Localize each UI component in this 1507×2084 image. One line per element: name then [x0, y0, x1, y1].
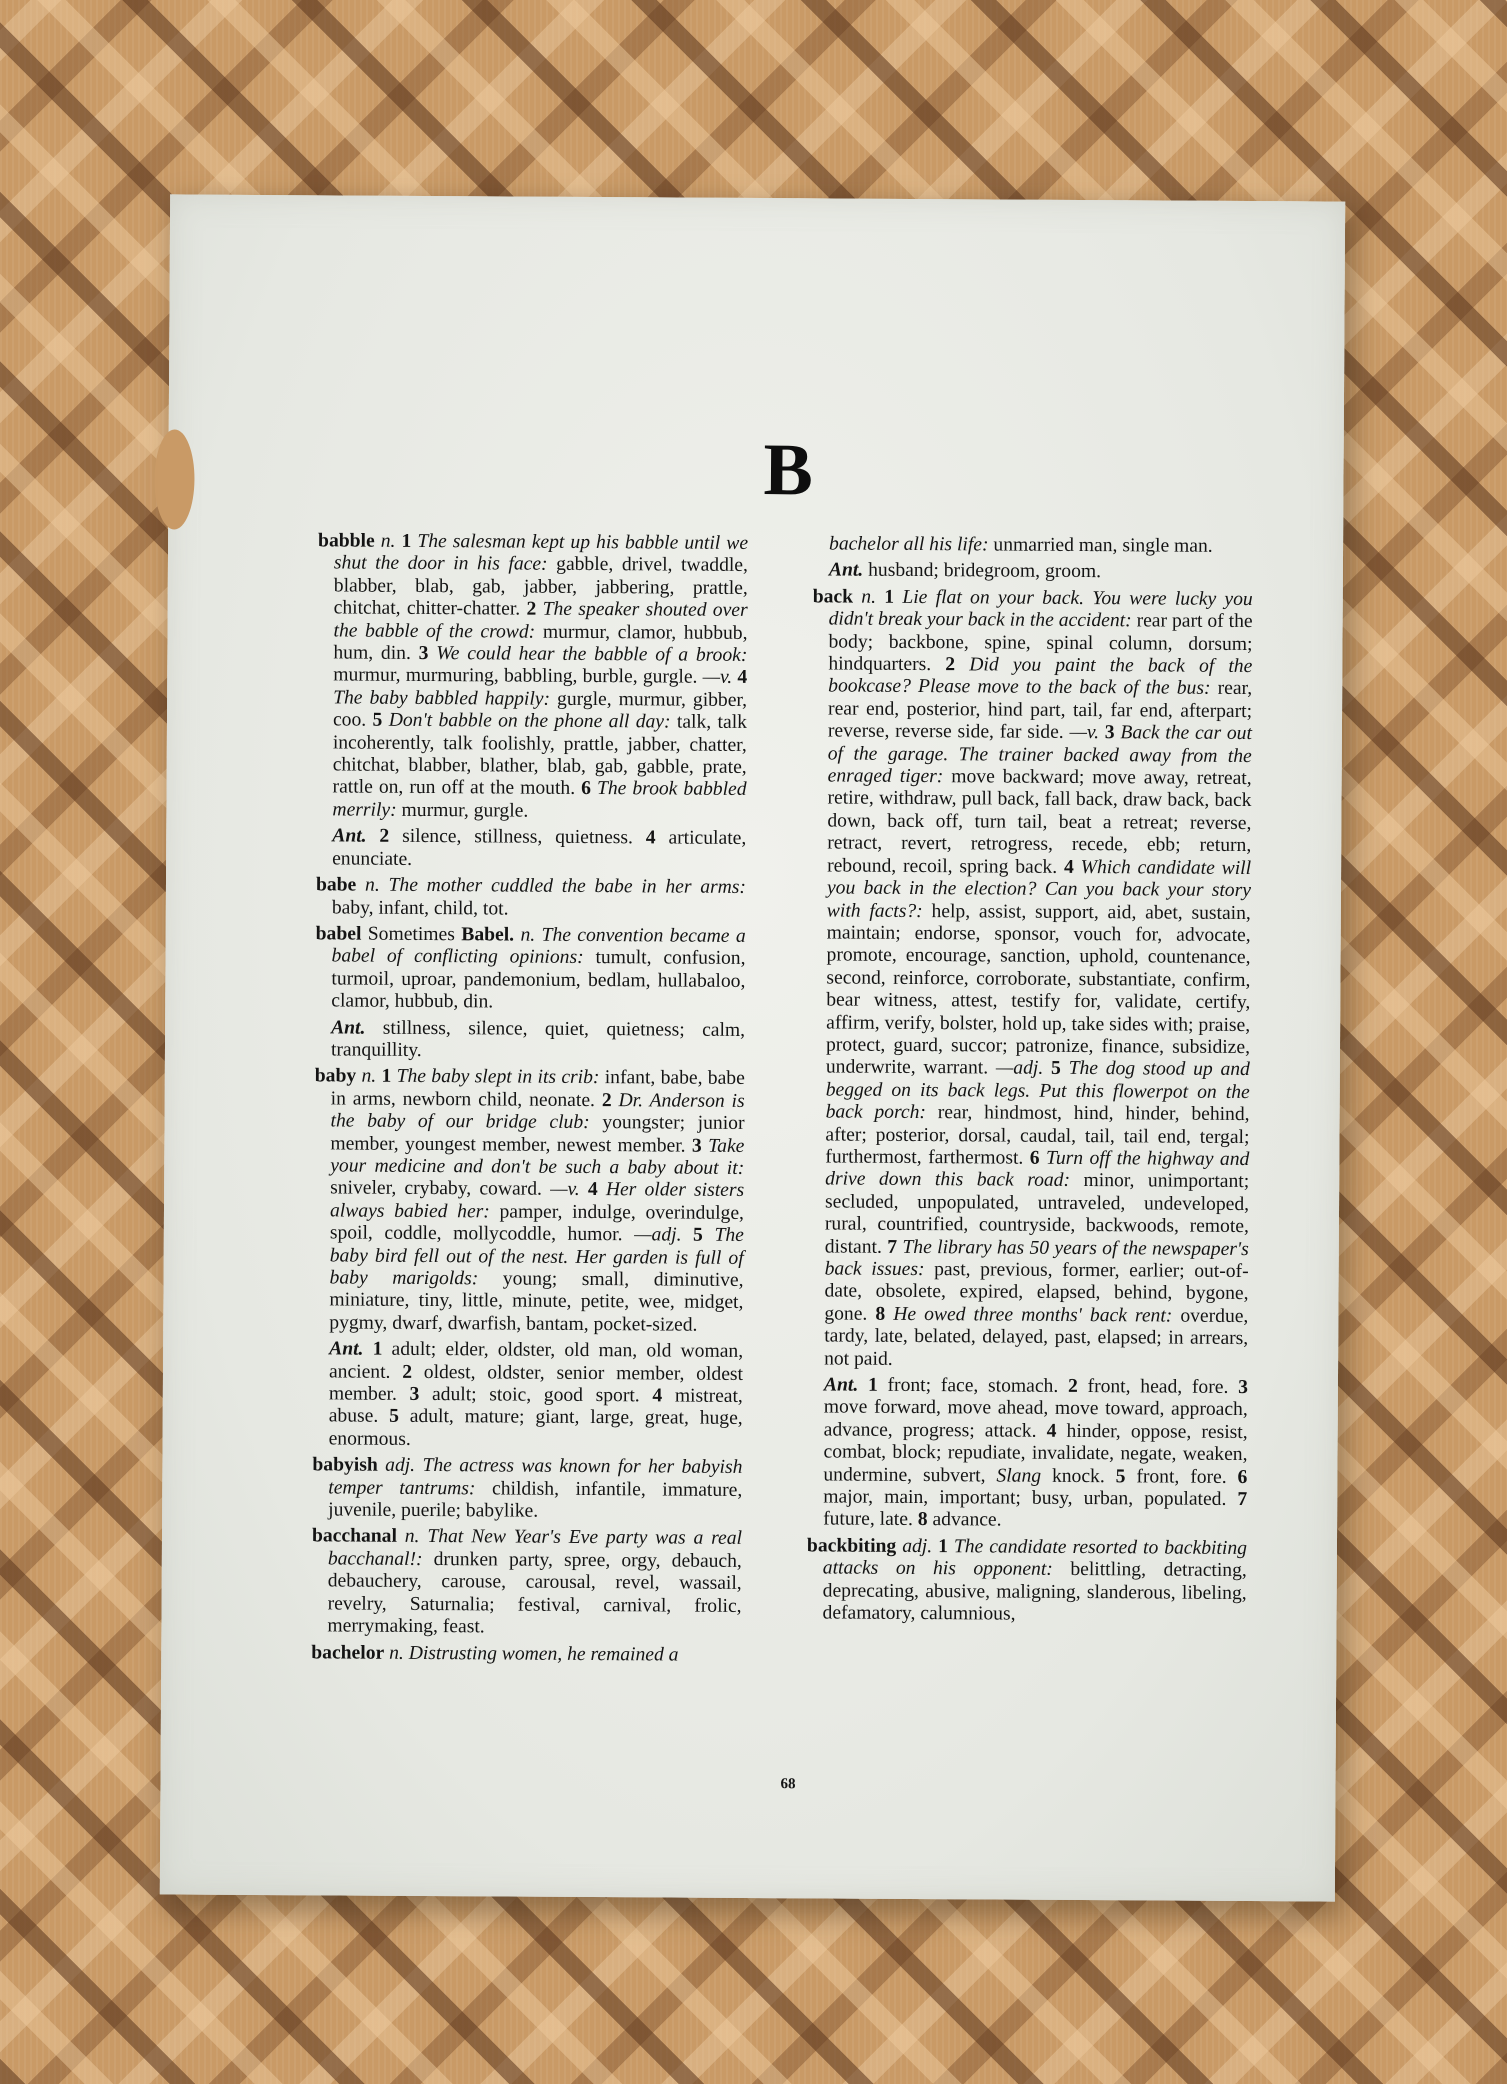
sense-number: 6 — [581, 778, 598, 800]
antonym-label: Ant. — [331, 1016, 366, 1039]
synonyms-text: rear, rear end, posterior, hind part, tail, far end, afterpart; reverse, reverse side, far side. — [827, 678, 1253, 744]
page-number: 68 — [780, 1776, 796, 1793]
example-sentence: The library has 50 years of the newspaper's back issues: — [824, 1236, 1249, 1281]
example-sentence: —v. — [1069, 722, 1100, 744]
synonyms-text — [380, 875, 389, 896]
synonyms-text: hinder, oppose, resist, combat, block; repudiate, invalidate, negate, weaken, undermine, subvert, — [823, 1420, 1248, 1487]
example-sentence: —adj. — [634, 1224, 682, 1246]
antonym-label: Ant. — [828, 559, 864, 582]
synonyms-text: advance. — [927, 1509, 1002, 1531]
dictionary-entry — [311, 1642, 741, 1667]
synonyms-text: mistreat, abuse. — [328, 1385, 743, 1428]
example-sentence: —v. — [550, 1179, 580, 1201]
part-of-speech: adj. — [385, 1455, 416, 1477]
part-of-speech: n. — [389, 1642, 404, 1664]
synonyms-text: move forward, move ahead, move toward, approach, advance, progress; attack. — [823, 1396, 1248, 1442]
dictionary-entry — [316, 530, 748, 824]
synonyms-text: drunken party, spree, orgy, debauch, debauchery, carouse, carousal, revel, wassail, revelry, Saturnalia; festival, carnival, frolic, merrymaking, feast. — [327, 1548, 742, 1638]
sense-number: 4 — [645, 827, 656, 849]
dictionary-entry — [316, 874, 746, 921]
synonyms-text: Sometimes — [367, 923, 462, 946]
dictionary-entry — [311, 1526, 742, 1641]
example-sentence: The mother cuddled the babe in her arms: — [388, 874, 747, 899]
synonyms-text: gurgle, murmur, gibber, coo. — [332, 688, 748, 731]
example-sentence: The brook babbled merrily: — [332, 778, 747, 821]
synonyms-text: future, late. — [823, 1508, 918, 1531]
synonyms-text: past, previous, former, earlier; out-of-date, obsolete, expired, elapsed, behind, bygone, gone. — [824, 1259, 1249, 1325]
torn-edge — [154, 429, 195, 529]
example-sentence: Dr. Anderson is the baby of our bridge club: — [330, 1089, 745, 1134]
example-sentence: That New Year's Eve party was a real bacchanal!: — [327, 1526, 743, 1570]
sense-number: 4 — [579, 1179, 606, 1201]
part-of-speech: adj. — [902, 1535, 933, 1557]
synonyms-text: tumult, confusion, turmoil, uproar, pandemonium, bedlam, hullabaloo, clamor, hubbub, din. — [331, 947, 746, 1013]
synonyms-text: overdue, tardy, late, belated, delayed, past, elapsed; in arrears, not paid. — [824, 1305, 1249, 1370]
dictionary-entry — [806, 1535, 1247, 1627]
sense-number: 3 — [691, 1135, 709, 1157]
left-column — [311, 530, 748, 1671]
antonym-label: Ant. — [329, 1338, 364, 1360]
synonyms-text: silence, stillness, quietness. — [389, 826, 646, 849]
sense-number: 7 — [1237, 1489, 1248, 1511]
synonyms-text: stillness, silence, quiet, quietness; calm, tranquillity. — [330, 1017, 746, 1061]
example-sentence: —adj. — [995, 1057, 1044, 1080]
sense-number: 4 — [1046, 1420, 1057, 1442]
sense-number: 2 — [526, 598, 543, 620]
sense-number: 2 — [945, 654, 970, 676]
headword: babble — [318, 530, 375, 552]
sense-number: 2 — [402, 1361, 413, 1383]
headword: babyish — [312, 1454, 378, 1476]
synonyms-text: move backward; move away, retreat, retire, withdraw, pull back, fall back, draw back, back down, back off, turn tail, beat a retreat; reverse, retract, revert, retrogress, recede, ebb; return, rebound, recoil, spring back. — [827, 766, 1252, 878]
sense-number: 1 — [395, 530, 418, 552]
sense-number: 2 — [379, 825, 390, 848]
antonym-label: Ant. — [823, 1374, 859, 1396]
synonyms-text: baby, infant, child, tot. — [331, 896, 509, 920]
sense-number: 4 — [652, 1385, 663, 1407]
example-sentence: The dog stood up and begged on its back legs. Put this flowerpot on the back porch: — [825, 1058, 1250, 1124]
synonyms-text: murmur, clamor, hubbub, hum, din. — [333, 621, 748, 664]
antonym-label: Ant. — [332, 825, 367, 847]
antonym-block — [315, 1017, 745, 1064]
dictionary-entry — [315, 923, 746, 1015]
headword: babe — [315, 874, 357, 896]
example-sentence: bachelor all his life: — [829, 533, 989, 556]
synonyms-text: front; face, stomach. — [877, 1374, 1069, 1397]
headword: babel — [315, 923, 362, 945]
dictionary-entry — [813, 533, 1253, 558]
synonyms-text: talk, talk incoherently, talk foolishly, prattle, jabber, chatter, chitchat, blabber, blather, blab, gab, gabble, prate, rattle on, run off at the mouth. — [332, 711, 748, 800]
sense-number: 2 — [1067, 1375, 1078, 1398]
sense-number: 3 — [1238, 1377, 1248, 1399]
show-through-text — [788, 268, 1210, 531]
sense-number: 5 — [389, 1406, 399, 1428]
synonyms-text: help, assist, support, aid, abet, sustain, maintain; endorse, sponsor, vouch for, advocate, promote, encourage, sanction, uphold, countenance, second, reinforce, corroborate, substantiate, confirm, bear witness, attest, testify for, validate, certify, affirm, verify, bolster, hold up, take sides with; praise, protect, guard, succor; patronize, finance, subsidize, underwrite, warrant. — [825, 900, 1251, 1079]
part-of-speech: n. — [861, 586, 877, 608]
sense-number: 5 — [1043, 1058, 1069, 1080]
synonyms-text: adult; stoic, good sport. — [419, 1384, 653, 1407]
synonyms-text: adult, mature; giant, large, great, huge, enormous. — [328, 1406, 743, 1450]
headword: backbiting — [806, 1535, 897, 1557]
example-sentence: Which candidate will you back in the election? Can you back your story with facts?: — [826, 856, 1252, 922]
dictionary-entry — [313, 1066, 745, 1337]
sense-number: 6 — [1237, 1466, 1248, 1488]
sense-number: 3 — [1098, 722, 1121, 744]
example-sentence: Her older sisters always babied her: — [329, 1179, 745, 1223]
headword: bachelor — [311, 1641, 385, 1664]
synonyms-text: articulate, enunciate. — [332, 827, 747, 870]
show-through-text — [288, 265, 710, 528]
sense-number: 5 — [681, 1224, 715, 1246]
synonyms-text: murmur, gurgle. — [396, 799, 529, 822]
sense-number: 1 — [875, 586, 903, 608]
sense-number: 3 — [409, 1383, 420, 1406]
sense-number: 8 — [875, 1303, 894, 1325]
synonyms-text: front, fore. — [1125, 1465, 1238, 1488]
headword: baby — [314, 1065, 357, 1087]
example-sentence: We could hear the babble of a brook: — [436, 643, 748, 666]
synonyms-text: front, head, fore. — [1077, 1376, 1239, 1399]
synonyms-text: rear part of the body; backbone, spine, spinal column, dorsum; hindquarters. — [828, 610, 1253, 676]
sense-number: 3 — [418, 642, 437, 665]
synonyms-text: unmarried man, single man. — [988, 534, 1213, 557]
sense-number: 4 — [732, 667, 748, 689]
part-of-speech: n. — [404, 1526, 420, 1548]
synonyms-text: minor, unimportant; secluded, unpopulated, untraveled, undeveloped, rural, countrified, countryside, backwoods, remote, distant. — [824, 1170, 1250, 1258]
part-of-speech: Slang — [996, 1465, 1042, 1487]
example-sentence: The convention became a babel of conflicting opinions: — [331, 924, 746, 969]
sense-number: 2 — [601, 1089, 619, 1111]
section-letter: B — [763, 429, 814, 512]
part-of-speech: n. — [365, 874, 380, 896]
synonyms-text: pamper, indulge, overindulge, spoil, coddle, mollycoddle, humor. — [329, 1201, 745, 1246]
part-of-speech: n. — [520, 924, 536, 946]
synonyms-text: sniveler, crybaby, coward. — [330, 1177, 551, 1201]
example-sentence: The baby bird fell out of the nest. Her garden is full of baby marigolds: — [329, 1224, 744, 1290]
dictionary-entry — [808, 586, 1253, 1373]
example-sentence: The baby babbled happily: — [333, 687, 551, 710]
dictionary-entry — [312, 1455, 742, 1525]
synonyms-text: infant, babe, babe in arms, newborn child, neonate. — [330, 1067, 745, 1111]
antonym-block — [313, 1339, 744, 1454]
synonyms-text: major, main, important; busy, urban, populated. — [823, 1486, 1238, 1511]
antonym-block — [316, 826, 746, 873]
synonyms-text: young; small, diminutive, miniature, tiny, little, minute, petite, wee, midget, pygmy, dwarf, dwarfish, bantam, pocket-sized. — [329, 1268, 744, 1336]
sense-number: 1 — [363, 1338, 383, 1360]
synonyms-text: gabble, drivel, twaddle, blabber, blab, gab, jabber, jabbering, prattle, chitchat, chitter-chatter. — [333, 554, 749, 620]
headword: back — [812, 586, 854, 608]
sense-number: 1 — [858, 1374, 878, 1396]
example-sentence: Back the car out of the garage. The trainer backed away from the enraged tiger: — [827, 722, 1253, 788]
sense-number: 7 — [887, 1236, 903, 1258]
example-sentence: Lie flat on your back. You were lucky you didn't break your back in the accident: — [828, 586, 1253, 632]
sense-number: 5 — [372, 709, 389, 732]
sense-number: 1 — [376, 1066, 397, 1088]
synonyms-text: belittling, detracting, deprecating, abusive, maligning, slanderous, libeling, defamatory, calumnious, — [822, 1559, 1247, 1625]
headword-variant: Babel. — [461, 924, 515, 946]
example-sentence: The speaker shouted over the babble of the crowd: — [333, 598, 748, 643]
dictionary-page — [160, 194, 1345, 1901]
sense-number: 6 — [1029, 1147, 1047, 1169]
example-sentence: He owed three months' back rent: — [893, 1303, 1173, 1327]
right-column — [806, 533, 1253, 1631]
synonyms-text: adult; elder, oldster, old man, old woman, ancient. — [328, 1338, 744, 1383]
example-sentence: The salesman kept up his babble until we shut the door in his face: — [333, 530, 749, 576]
sense-number: 5 — [1115, 1465, 1126, 1487]
sense-number: 4 — [1063, 856, 1081, 878]
example-sentence: Don't babble on the phone all day: — [388, 710, 671, 733]
example-sentence: The actress was known for her babyish temper tantrums: — [328, 1455, 743, 1499]
synonyms-text: husband; bridegroom, groom. — [863, 560, 1102, 583]
synonyms-text — [367, 826, 380, 847]
headword: bacchanal — [311, 1525, 397, 1548]
example-sentence: Distrusting women, he remained a — [408, 1642, 679, 1666]
part-of-speech: n. — [380, 530, 396, 552]
example-sentence: The candidate resorted to backbiting attacks on his opponent: — [822, 1536, 1248, 1581]
synonyms-text: oldest, oldster, senior member, oldest member. — [328, 1361, 744, 1405]
part-of-speech: n. — [361, 1065, 377, 1088]
synonyms-text: youngster; junior member, youngest member, newest member. — [330, 1112, 745, 1157]
example-sentence: Did you paint the back of the bookcase? Please move to the back of the bus: — [828, 654, 1253, 700]
synonyms-text: childish, infantile, immature, juvenile, puerile; babylike. — [328, 1477, 743, 1522]
sense-number: 8 — [917, 1509, 928, 1531]
antonym-block — [807, 1374, 1248, 1534]
synonyms-text: murmur, murmuring, babbling, burble, gurgle. — [333, 664, 703, 689]
example-sentence: Turn off the highway and drive down this back road: — [825, 1147, 1250, 1192]
example-sentence: Take your medicine and don't be such a baby about it: — [330, 1135, 745, 1179]
synonyms-text: rear, hindmost, hind, hinder, behind, after; posterior, dorsal, caudal, tail, tail end, tergal; furthermost, farthermost. — [825, 1102, 1250, 1169]
synonyms-text: knock. — [1041, 1465, 1116, 1487]
antonym-block — [813, 560, 1253, 585]
example-sentence: —v. — [702, 667, 733, 689]
sense-number: 1 — [932, 1535, 954, 1558]
example-sentence: The baby slept in its crib: — [396, 1066, 600, 1089]
